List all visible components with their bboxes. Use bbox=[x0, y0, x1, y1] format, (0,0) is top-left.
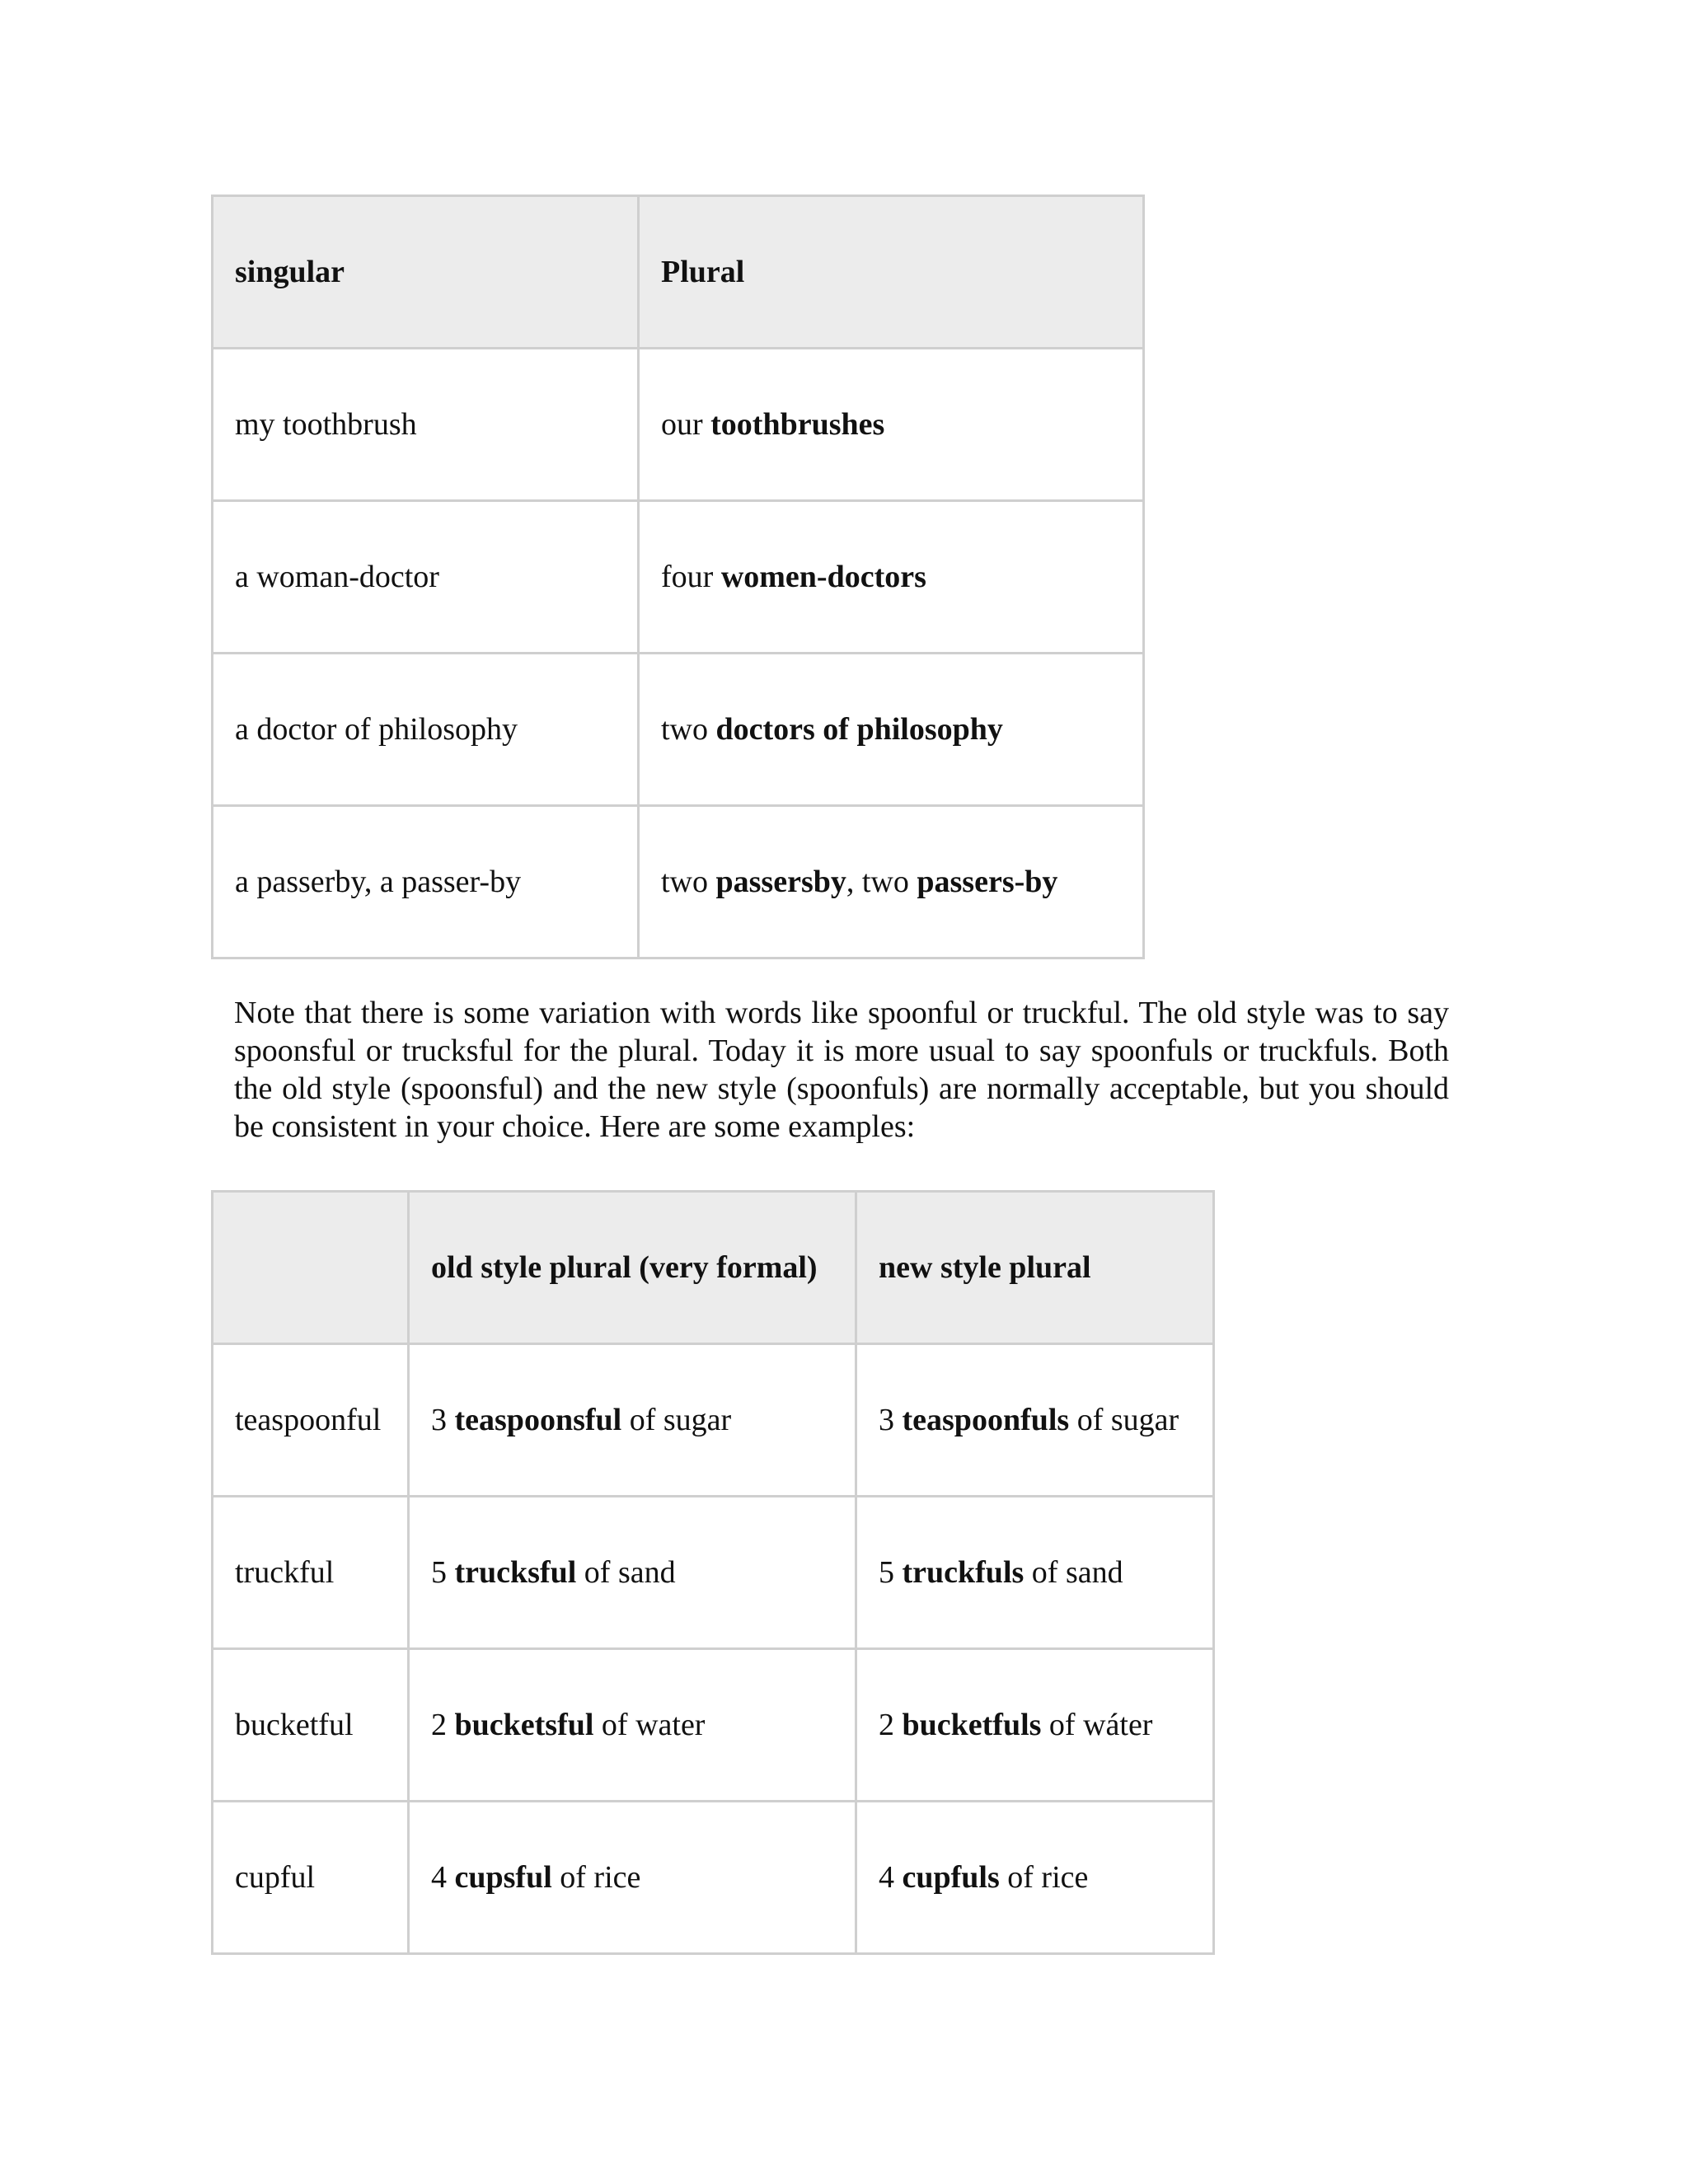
table-row bbox=[213, 349, 1144, 501]
new-style-cell: 5 truckfuls of sand bbox=[856, 1497, 1214, 1649]
word-cell: cupful bbox=[213, 1802, 409, 1954]
word-cell: truckful bbox=[213, 1497, 409, 1649]
singular-cell: a woman-doctor bbox=[213, 501, 639, 654]
column-header-new-style: new style plural bbox=[856, 1192, 1214, 1344]
singular-cell: my toothbrush bbox=[213, 349, 639, 501]
table-row bbox=[213, 1649, 1214, 1802]
table-row bbox=[213, 1802, 1214, 1954]
table-row bbox=[213, 501, 1144, 654]
singular-cell: a doctor of philosophy bbox=[213, 654, 639, 806]
spoonful-plural-table bbox=[211, 1190, 1215, 1955]
new-style-cell: 4 cupfuls of rice bbox=[856, 1802, 1214, 1954]
table-row bbox=[213, 1497, 1214, 1649]
column-header-singular: singular bbox=[213, 196, 639, 349]
plural-cell: two passersby, two passers-by bbox=[639, 806, 1144, 958]
word-cell: teaspoonful bbox=[213, 1344, 409, 1497]
column-header-old-style: old style plural (very formal) bbox=[409, 1192, 856, 1344]
table-row bbox=[213, 654, 1144, 806]
table-header-row bbox=[213, 1192, 1214, 1344]
plural-table bbox=[211, 194, 1145, 959]
column-header-plural: Plural bbox=[639, 196, 1144, 349]
old-style-cell: 4 cupsful of rice bbox=[409, 1802, 856, 1954]
singular-cell: a passerby, a passer-by bbox=[213, 806, 639, 958]
plural-cell: two doctors of philosophy bbox=[639, 654, 1144, 806]
table-row bbox=[213, 1344, 1214, 1497]
column-header-empty bbox=[213, 1192, 409, 1344]
old-style-cell: 5 trucksful of sand bbox=[409, 1497, 856, 1649]
word-cell: bucketful bbox=[213, 1649, 409, 1802]
plural-cell: our toothbrushes bbox=[639, 349, 1144, 501]
old-style-cell: 3 teaspoonsful of sugar bbox=[409, 1344, 856, 1497]
plural-cell: four women-doctors bbox=[639, 501, 1144, 654]
table-row bbox=[213, 806, 1144, 958]
new-style-cell: 2 bucketfuls of wáter bbox=[856, 1649, 1214, 1802]
old-style-cell: 2 bucketsful of water bbox=[409, 1649, 856, 1802]
note-paragraph: Note that there is some variation with words like spoonful or truckful. The old style was to say spoonsful or trucksful for the plural. Today it is more usual to say spoonfuls or truckfuls. Both the old style (spoonsful) and the new style (spoonfuls) are normally acceptable, but you should be consistent in your choice. Here are some examples: bbox=[234, 996, 1449, 1144]
table-header-row bbox=[213, 196, 1144, 349]
new-style-cell: 3 teaspoonfuls of sugar bbox=[856, 1344, 1214, 1497]
